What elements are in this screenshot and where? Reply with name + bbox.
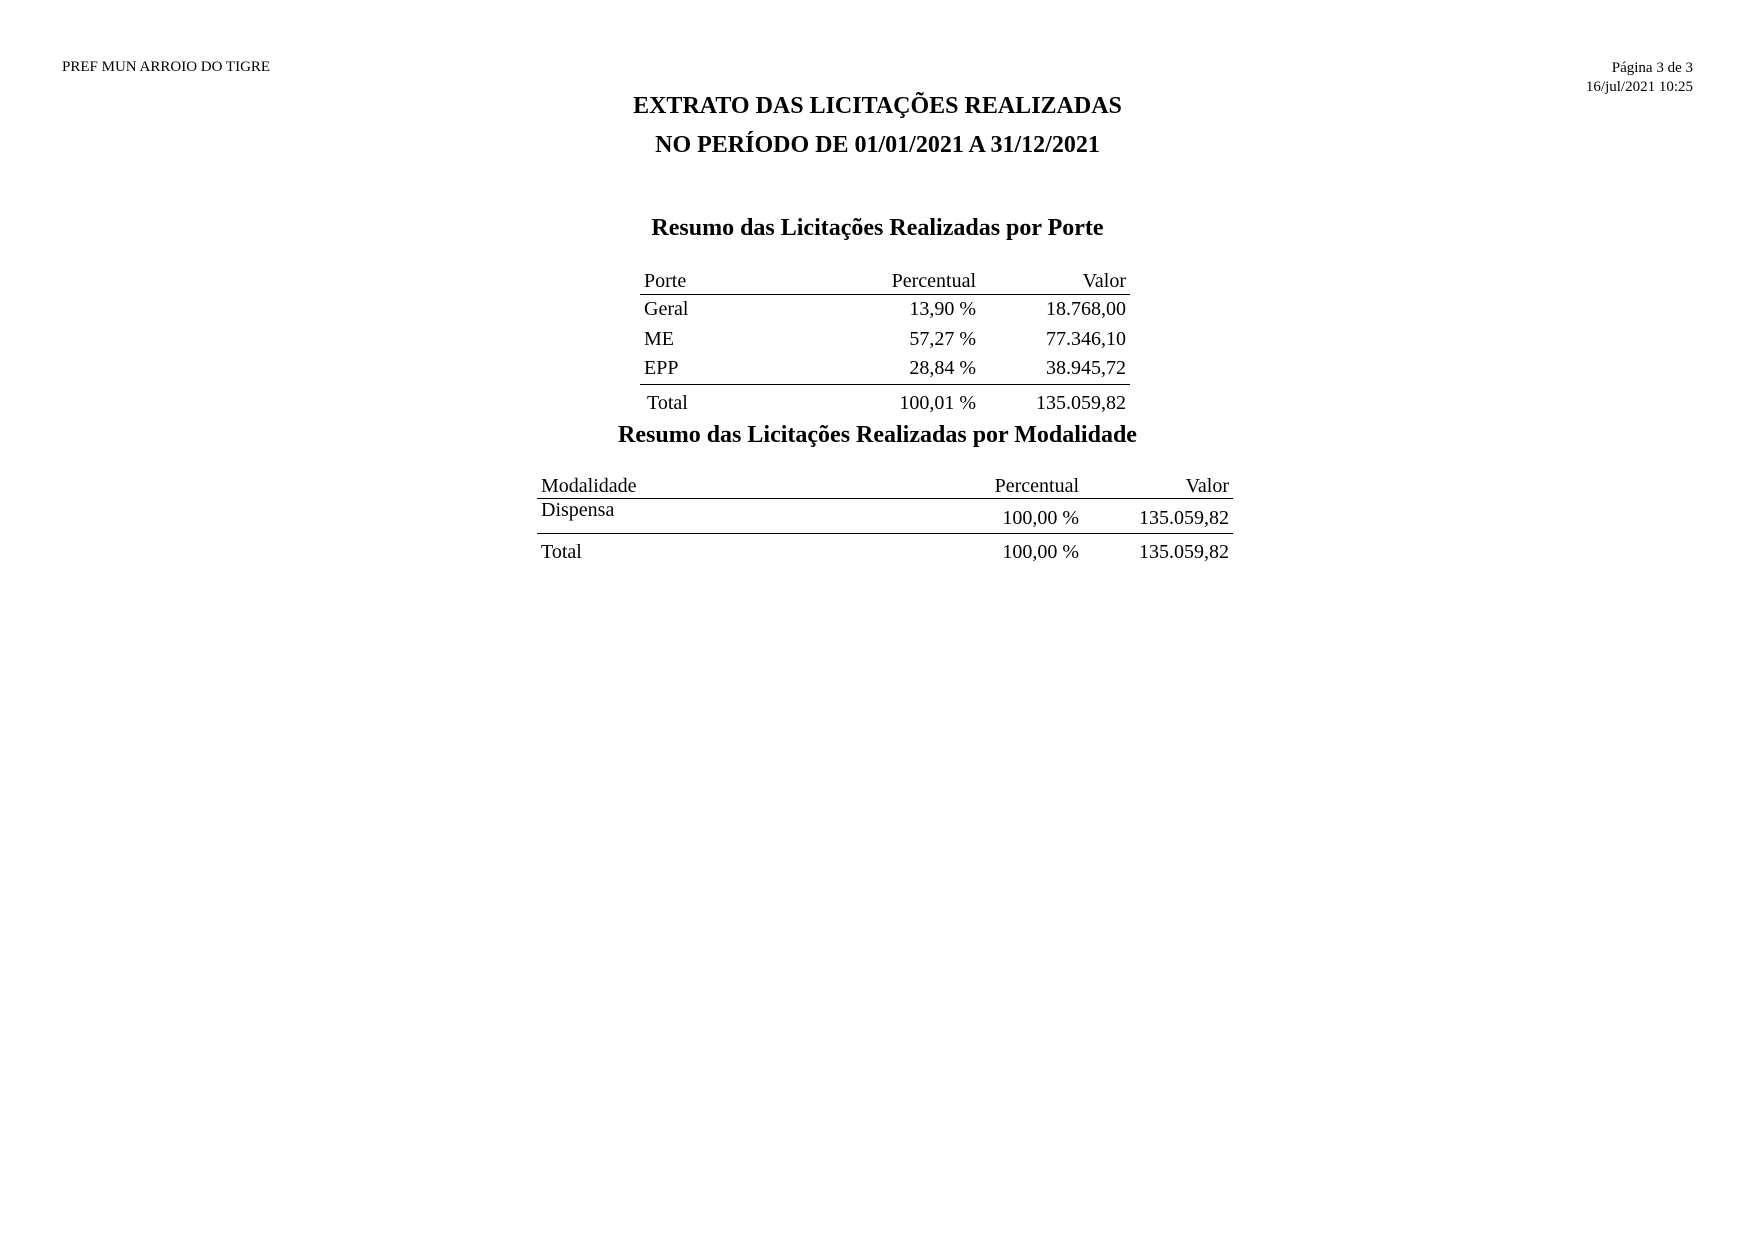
page-meta	[1586, 59, 1693, 97]
report-period: NO PERÍODO DE 01/01/2021 A 31/12/2021	[655, 132, 1100, 158]
table-row	[640, 354, 1130, 384]
total-percentual: 100,01 %	[800, 384, 980, 419]
column-header-porte: Porte	[640, 265, 800, 295]
table-header-row	[640, 265, 1130, 295]
porte-summary-table	[640, 265, 1130, 419]
column-header-modalidade: Modalidade	[537, 472, 957, 499]
total-valor: 135.059,82	[980, 384, 1130, 419]
porte-cell: Geral	[644, 298, 689, 321]
total-percentual: 100,00 %	[957, 534, 1083, 568]
modalidade-section-title: Resumo das Licitações Realizadas por Modalidade	[618, 422, 1137, 448]
percentual-cell: 57,27 %	[909, 327, 976, 350]
valor-cell: 18.768,00	[1046, 298, 1126, 321]
report-datetime: 16/jul/2021 10:25	[1585, 79, 1693, 95]
percentual-cell: 100,00 %	[1002, 507, 1079, 529]
column-header-percentual: Percentual	[800, 265, 980, 295]
porte-cell: ME	[644, 327, 674, 350]
table-header-row	[537, 472, 1233, 499]
total-label: Total	[640, 384, 800, 419]
column-header-percentual: Percentual	[957, 472, 1083, 499]
total-label: Total	[537, 534, 957, 568]
column-header-valor: Valor	[980, 265, 1130, 295]
valor-cell: 77.346,10	[1046, 327, 1126, 350]
valor-cell: 135.059,82	[1139, 507, 1229, 529]
page-number: Página 3 de 3	[1611, 60, 1693, 76]
table-total-row	[537, 534, 1233, 568]
modalidade-summary-table	[537, 472, 1233, 567]
report-title: EXTRATO DAS LICITAÇÕES REALIZADAS	[633, 93, 1122, 119]
organization-name: PREF MUN ARROIO DO TIGRE	[62, 59, 271, 75]
porte-section-title: Resumo das Licitações Realizadas por Porte	[651, 215, 1104, 241]
total-valor: 135.059,82	[1083, 534, 1233, 568]
table-row	[537, 499, 1233, 534]
percentual-cell: 13,90 %	[909, 298, 976, 321]
percentual-cell: 28,84 %	[909, 357, 976, 380]
column-header-valor: Valor	[1083, 472, 1233, 499]
table-row	[640, 295, 1130, 325]
valor-cell: 38.945,72	[1046, 357, 1126, 380]
modalidade-cell: Dispensa	[541, 499, 615, 521]
table-row	[640, 325, 1130, 355]
table-total-row	[640, 384, 1130, 419]
porte-cell: EPP	[644, 357, 679, 380]
